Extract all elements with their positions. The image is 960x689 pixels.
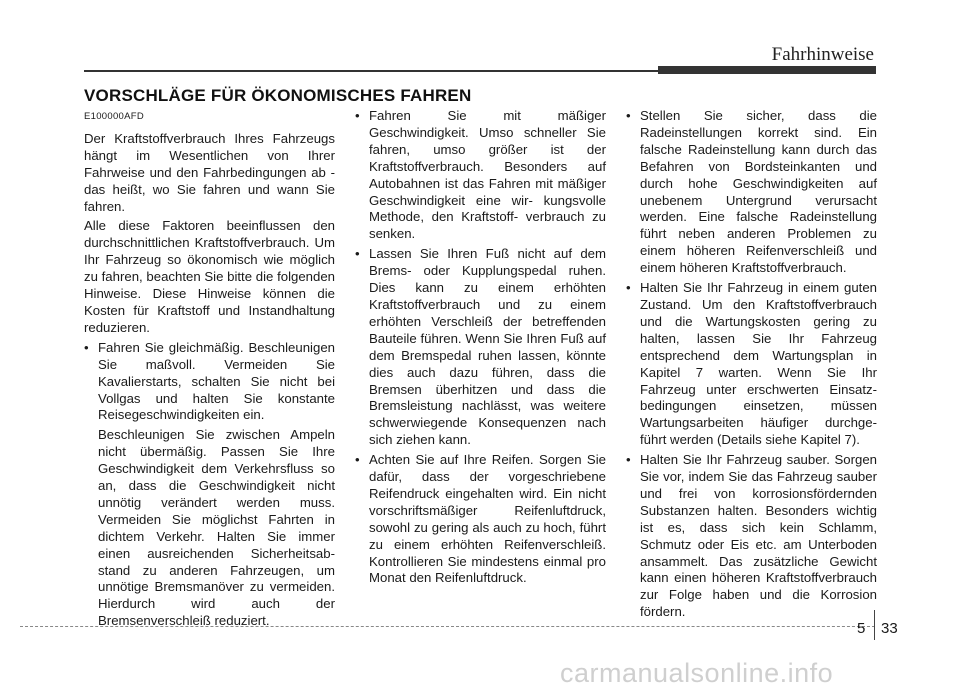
column-1 bbox=[84, 108, 335, 633]
chapter-number: 5 bbox=[857, 620, 866, 637]
bullet-text: Stellen Sie sicher, dass die Radeinstellungen korrekt sind. Ein falsche Radeinstellung kann durch das Befahren von Bordsteinkanten und durch hohe Geschwindigkeiten auf unebenem Untergrund verursacht werden. Eine falsche Radeinstellung führt neben anderen Problemen zu einem höheren Reifenverschleiß und einem höheren Kraftstoffverbrauch. bbox=[640, 108, 877, 276]
bullet-item bbox=[355, 452, 606, 587]
paragraph-intro: Der Kraftstoffverbrauch Ihres Fahrzeugs hängt im Wesentlichen von Ihrer Fahrweise und den Fahrbedingungen ab - das heißt, wo Sie fahren und wann Sie fahren. bbox=[84, 130, 335, 214]
bullet-icon: • bbox=[355, 108, 360, 123]
bullet-text: Achten Sie auf Ihre Reifen. Sorgen Sie dafür, dass der vorgeschriebene Reifendruck eingehalten wird. Ein nicht vorschriftsmäßiger Reifenluftdruck, sowohl zu gering als auch zu hoch, führt zu einem erhöhten Reifenverschleiß. Kontrollieren Sie mindestens einmal pro Monat den Reifenluftdruck. bbox=[369, 452, 606, 586]
section-title: VORSCHLÄGE FÜR ÖKONOMISCHES FAHREN bbox=[84, 86, 472, 105]
bullet-icon: • bbox=[84, 339, 89, 355]
column-2 bbox=[355, 108, 606, 590]
bullet-icon: • bbox=[626, 108, 631, 123]
paragraph-factors: Alle diese Faktoren beeinflussen den durchschnittlichen Kraftstoffverbrauch. Um Ihr Fahrzeug so ökonomisch wie möglich zu fahren, beachten Sie bitte die folgenden Hinweise. Diese Hinweise können die Kosten für Kraftstoff und Instandhaltung reduzieren. bbox=[84, 218, 335, 335]
bullet-item bbox=[626, 108, 877, 277]
column-3 bbox=[626, 108, 877, 624]
bullet-icon: • bbox=[626, 452, 631, 468]
bullet-text: Fahren Sie gleichmäßig. Beschleunigen Sie maßvoll. Vermeiden Sie Kavalierstarts, schalten Sie nicht bei Vollgas und halten Sie konstante Reisegeschwindigkeiten ein. bbox=[98, 339, 335, 423]
bullet-icon: • bbox=[355, 246, 360, 262]
bullet-continuation: Beschleunigen Sie zwischen Ampeln nicht übermäßig. Passen Sie Ihre Geschwindigkeit dem Verkehrsfluss so an, dass die Geschwindigkeit nicht unnötig verändert werden muss. Vermeiden Sie möglichst Fahrten in dichtem Verkehr. Halten Sie immer einen ausreichenden Sicherheitsab- stand zu anderen Fahrzeugen, um unnötige Bremsmanöver zu vermeiden. Hierdurch wird auch der Bremsenverschleiß reduziert. bbox=[98, 427, 335, 629]
watermark: carmanualsonline.info bbox=[560, 658, 834, 688]
bullet-item bbox=[84, 340, 335, 425]
header-bar bbox=[658, 66, 876, 74]
header-title: Fahrhinweise bbox=[771, 44, 874, 65]
section-code: E100000AFD bbox=[84, 111, 145, 122]
bullet-icon: • bbox=[626, 280, 631, 296]
bullet-item bbox=[626, 280, 877, 449]
page-number: 33 bbox=[881, 620, 898, 637]
bullet-text: Halten Sie Ihr Fahrzeug sauber. Sorgen Sie vor, indem Sie das Fahrzeug sauber und frei von korrosionsfördernden Substanzen halten. Besonders wichtig ist es, dass sich kein Schlamm, Schmutz oder Eis etc. am Unterboden ansammelt. Das zusätzliche Gewicht kann einen höheren Kraftstoffverbrauch zur Folge haben und die Korrosion fördern. bbox=[640, 452, 877, 620]
bullet-text: Lassen Sie Ihren Fuß nicht auf dem Brems- oder Kupplungspedal ruhen. Dies kann zu einem erhöhten Kraftstoffverbrauch und zu einem erhöhten Verschleiß der betreffenden Bauteile führen. Wenn Sie Ihren Fuß auf dem Bremspedal ruhen lassen, könnte dies auch dazu führen, dass die Bremsen überhitzen und dass die Bremsleistung nachlässt, was weitere schwerwiegende Konsequenzen nach sich ziehen kann. bbox=[369, 246, 606, 448]
bullet-item bbox=[626, 452, 877, 621]
footer-rule bbox=[20, 626, 875, 628]
header-rule bbox=[84, 70, 658, 72]
footer-divider bbox=[874, 610, 875, 640]
bullet-item bbox=[355, 246, 606, 449]
bullet-text: Fahren Sie mit mäßiger Geschwindigkeit. Umso schneller Sie fahren, umso größer ist der Kraftstoffverbrauch. Besonders auf Autobahnen ist das Fahren mit mäßiger Geschwindigkeit eine wir- kungsvolle Methode, den Kraftstoff- verbrauch zu senken. bbox=[369, 108, 606, 242]
bullet-icon: • bbox=[355, 452, 360, 468]
bullet-text: Halten Sie Ihr Fahrzeug in einem guten Zustand. Um den Kraftstoffverbrauch und die Wartungskosten gering zu halten, lassen Sie Ihr Fahrzeug entsprechend dem Wartungsplan in Kapitel 7 warten. Wenn Sie Ihr Fahrzeug unter erschwerten Einsatz- bedingungen einsetzen, müssen Wartungsarbeiten häufiger durchge- führt werden (Details siehe Kapitel 7). bbox=[640, 280, 877, 448]
bullet-item bbox=[355, 108, 606, 243]
